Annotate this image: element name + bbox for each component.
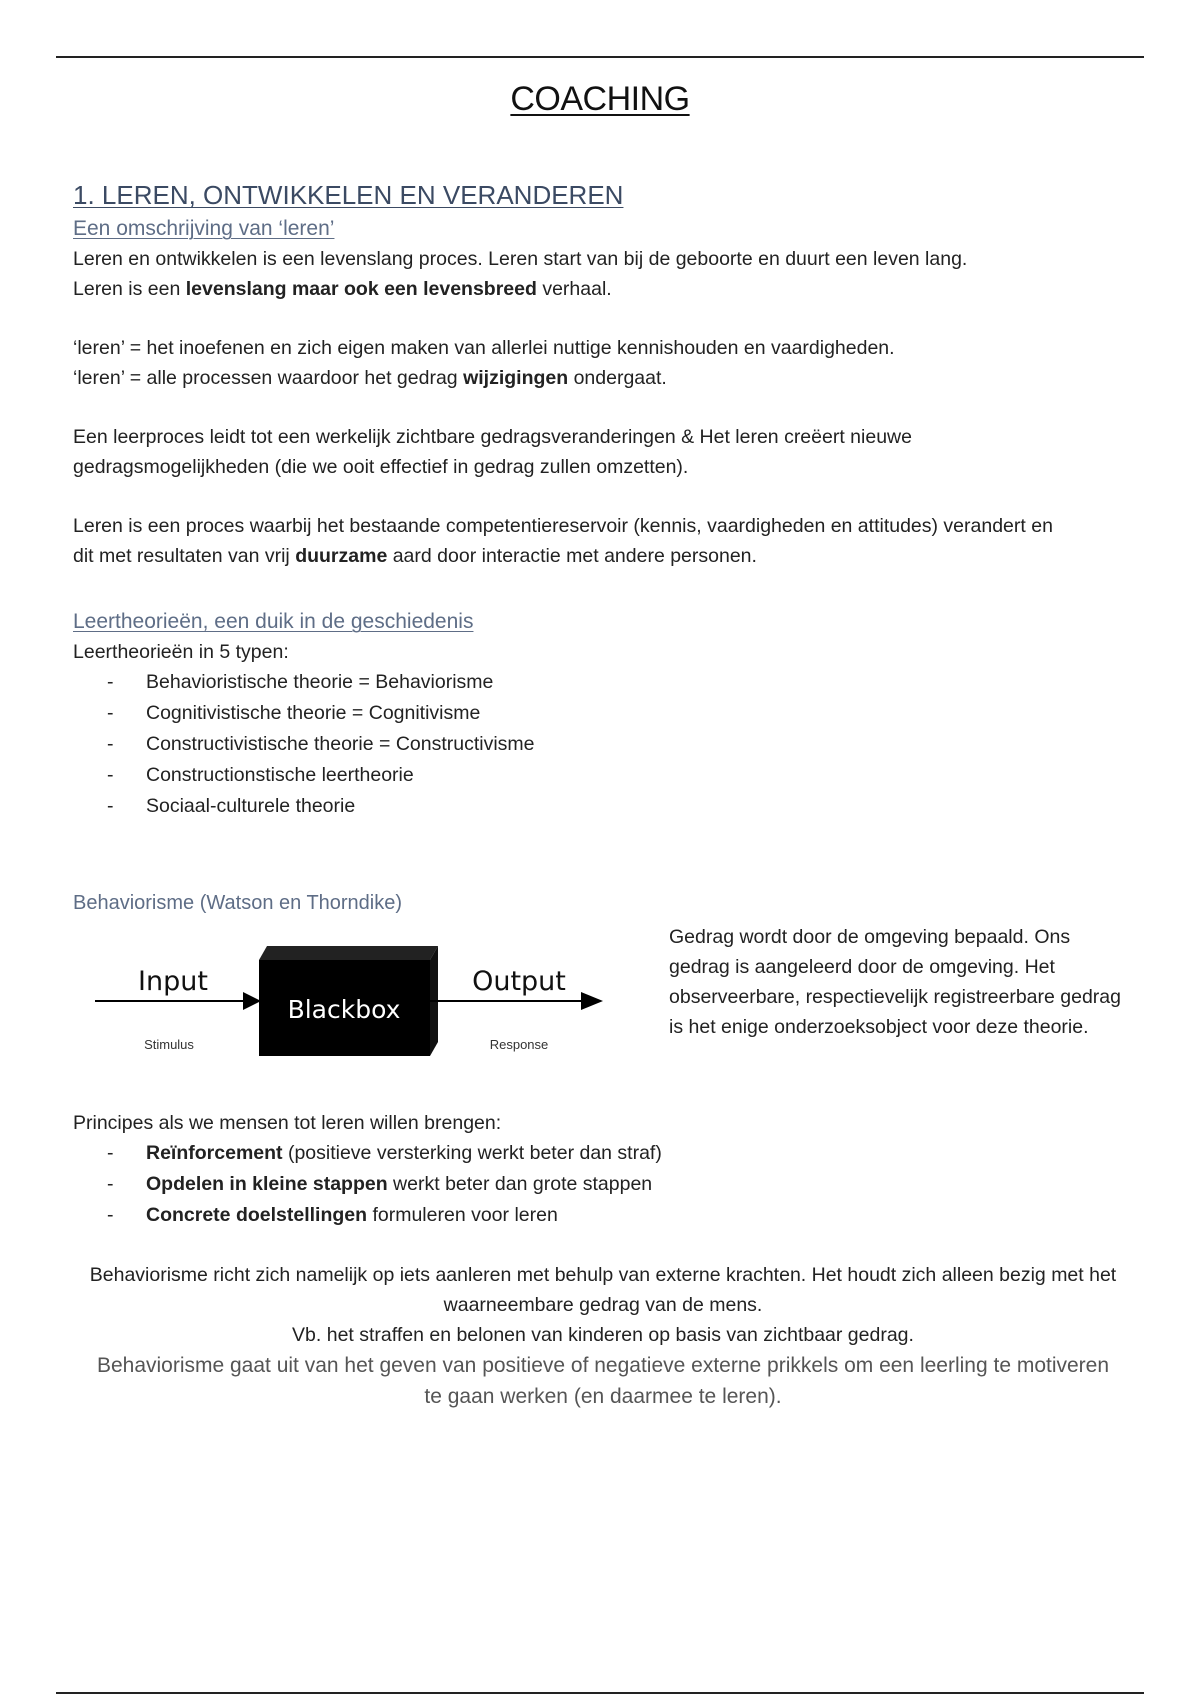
list-item: - Cognitivistische theorie = Cognitivisme bbox=[107, 698, 1133, 729]
list-item: - Reïnforcement (positieve versterking werkt beter dan straf) bbox=[107, 1138, 1133, 1169]
list-item: - Concrete doelstellingen formuleren voor leren bbox=[107, 1200, 1133, 1231]
behaviorism-summary bbox=[73, 1260, 1133, 1412]
paragraph-competence: Leren is een proces waarbij het bestaande competentiereservoir (kennis, vaardigheden en attitudes) verandert en dit met resultaten van vrij duurzame aard door interactie met andere personen. bbox=[73, 515, 1053, 567]
theories-list bbox=[73, 667, 1133, 822]
document-title: COACHING bbox=[510, 80, 690, 118]
list-item: - Constructionstische leertheorie bbox=[107, 760, 1133, 791]
list-item: - Constructivistische theorie = Constructivisme bbox=[107, 729, 1133, 760]
principles-list bbox=[73, 1138, 1133, 1231]
output-arrow-head bbox=[581, 992, 603, 1010]
subsection-heading-theories: Leertheorieën, een duik in de geschiedenis bbox=[73, 610, 474, 633]
paragraph-definitions: ‘leren’ = het inoefenen en zich eigen maken van allerlei nuttige kennishouden en vaardigheden. ‘leren’ = alle processen waardoor het gedrag wijzigingen ondergaat. bbox=[73, 337, 895, 389]
stimulus-label: Stimulus bbox=[144, 1037, 194, 1052]
subsection-heading-definition: Een omschrijving van ‘leren’ bbox=[73, 217, 335, 240]
blackbox-top-face bbox=[259, 946, 438, 960]
principles-intro: Principes als we mensen tot leren willen brengen: bbox=[73, 1112, 502, 1134]
response-label: Response bbox=[489, 1037, 549, 1052]
summary-example: Vb. het straffen en belonen van kinderen op basis van zichtbaar gedrag. bbox=[292, 1324, 914, 1346]
bottom-rule bbox=[56, 1692, 1144, 1694]
blackbox-diagram bbox=[93, 926, 653, 1076]
summary-motivation: Behaviorisme gaat uit van het geven van positieve of negatieve externe prikkels om een leerling te motiveren te gaan werken (en daarmee te leren). bbox=[96, 1354, 1110, 1408]
behaviorism-heading: Behaviorisme (Watson en Thorndike) bbox=[73, 892, 403, 914]
summary-line: Behaviorisme richt zich namelijk op iets aanleren met behulp van externe krachten. Het houdt zich alleen bezig met het waarneembare gedrag van de mens. bbox=[89, 1264, 1117, 1316]
input-arrow-head bbox=[243, 992, 261, 1010]
paragraph-intro: Leren en ontwikkelen is een levenslang proces. Leren start van bij de geboorte en duurt een leven lang. Leren is een levenslang maar ook een levensbreed verhaal. bbox=[73, 248, 968, 300]
input-label: Input bbox=[138, 966, 208, 997]
document-body bbox=[73, 178, 1133, 1412]
behaviorism-figure-row bbox=[73, 918, 1133, 1108]
list-item: - Behavioristische theorie = Behaviorisme bbox=[107, 667, 1133, 698]
list-item: - Sociaal-culturele theorie bbox=[107, 791, 1133, 822]
output-label: Output bbox=[472, 966, 566, 997]
section-heading: 1. LEREN, ONTWIKKELEN EN VERANDEREN bbox=[73, 180, 624, 210]
paragraph-learning-process: Een leerproces leidt tot een werkelijk zichtbare gedragsveranderingen & Het leren creëert nieuwe gedragsmogelijkheden (die we ooit effectief in gedrag zullen omzetten). bbox=[73, 426, 912, 478]
behaviorism-description: Gedrag wordt door de omgeving bepaald. Ons gedrag is aangeleerd door de omgeving. Het observeerbare, respectievelijk registreerbare gedrag is het enige onderzoeksobject voor deze theorie. bbox=[669, 926, 1121, 1038]
list-item: - Opdelen in kleine stappen werkt beter dan grote stappen bbox=[107, 1169, 1133, 1200]
top-rule bbox=[56, 56, 1144, 58]
theories-intro: Leertheorieën in 5 typen: bbox=[73, 641, 289, 663]
blackbox-label: Blackbox bbox=[287, 995, 401, 1024]
